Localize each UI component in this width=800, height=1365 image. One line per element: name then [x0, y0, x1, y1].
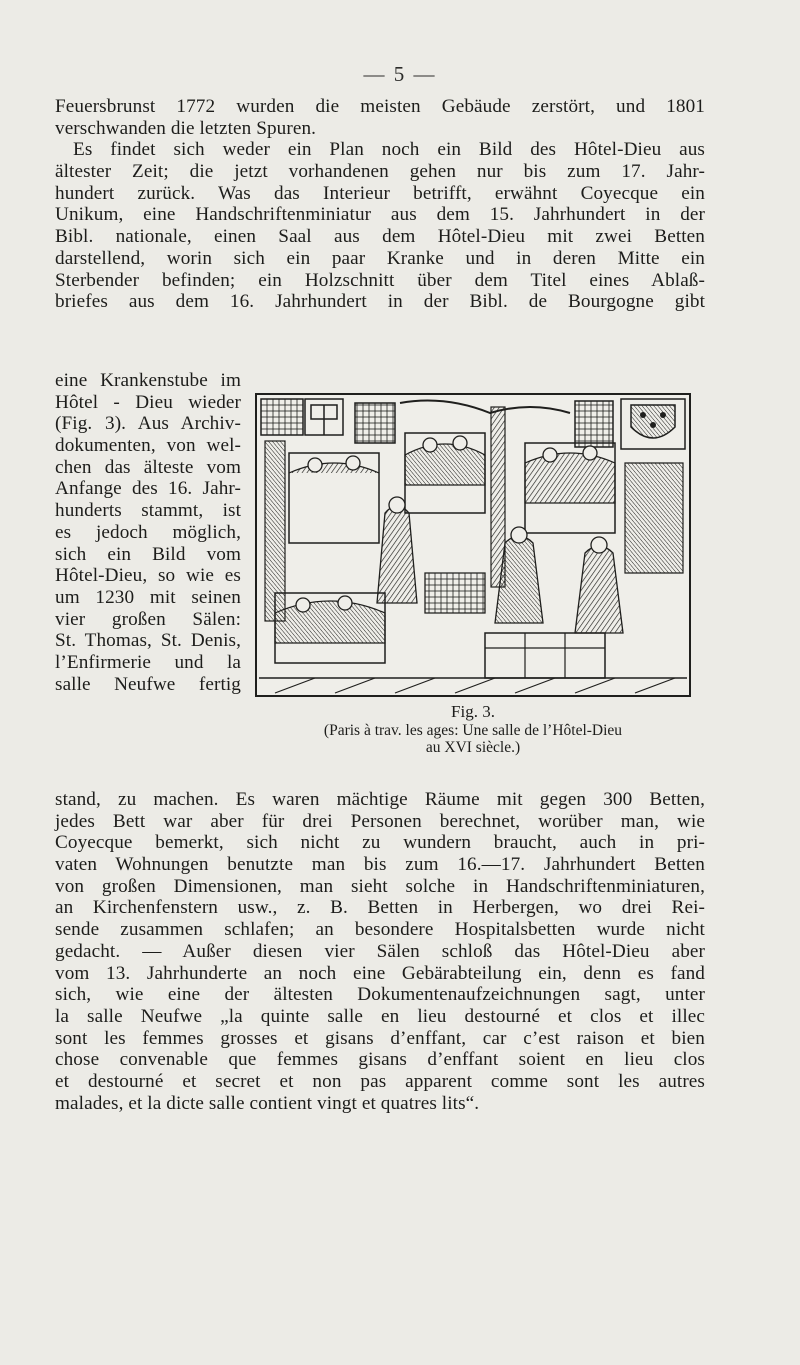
text-line: stand, zu machen. Es waren mächtige Räume mit gegen 300 Betten, [55, 789, 705, 810]
text-line: sich ein Bild vom [55, 543, 241, 565]
text-line: verschwanden die letzten Spuren. [55, 117, 317, 139]
text-line: St. Thomas, St. Denis, [55, 630, 241, 652]
text-line: an Kirchenfenstern usw., z. B. Betten in Herbergen, wo drei Rei- [55, 897, 705, 919]
text-line: Unikum, eine Handschriftenminiatur aus dem 15. Jahrhundert in der [55, 204, 705, 226]
text-line: salle Neufwe fertig [55, 673, 241, 695]
lower-paragraph [55, 789, 705, 1114]
text-line: gedacht. — Außer diesen vier Sälen schloß das Hôtel-Dieu aber [55, 940, 705, 962]
text-line: l’Enfirmerie und la [55, 651, 241, 673]
text-line: hundert zurück. Was das Interieur betrifft, erwähnt Coyecque ein [55, 182, 705, 204]
text-line: es jedoch möglich, [55, 521, 241, 543]
text-line: chen das älteste vom [55, 456, 241, 478]
top-paragraphs [55, 96, 705, 313]
text-line: malades, et la dicte salle contient vingt et quatres lits“. [55, 1092, 480, 1114]
text-line: ältester Zeit; die jetzt vorhandenen gehen nur bis zum 17. Jahr- [55, 161, 705, 183]
text-line: Sterbender befinden; ein Holzschnitt über dem Titel eines Ablaß- [55, 269, 705, 291]
figure-caption [255, 722, 691, 756]
text-line: Anfange des 16. Jahr- [55, 478, 241, 500]
text-line: jedes Bett war aber für drei Personen berechnet, worüber man, wie [55, 810, 705, 832]
woodcut-illustration [255, 393, 691, 697]
text-line: Hôtel-Dieu, so wie es [55, 565, 241, 587]
text-line: hunderts stammt, ist [55, 500, 241, 522]
text-line: et destourné et secret et non pas apparent comme sont les autres [55, 1070, 705, 1092]
text-line: von großen Dimensionen, man sieht solche in Handschriftenminiaturen, [55, 875, 705, 897]
text-line: la salle Neufwe „la quinte salle en lieu destourné et clos et illec [55, 1005, 705, 1027]
text-line: eine Krankenstube im [55, 370, 241, 391]
figure-caption-line: (Paris à trav. les ages: Une salle de l’Hôtel-Dieu [323, 722, 623, 739]
text-line: briefes aus dem 16. Jahrhundert in der Bibl. de Bourgogne gibt [55, 291, 705, 313]
text-line: sich, wie eine der ältesten Dokumentenaufzeichnungen sagt, unter [55, 984, 705, 1006]
text-line: Coyecque bemerkt, sich nicht zu wundern braucht, auch in pri- [55, 832, 705, 854]
page-number: — 5 — [363, 62, 437, 86]
figure-label: Fig. 3. [451, 702, 495, 721]
text-line: (Fig. 3). Aus Archiv- [55, 413, 241, 435]
narrow-column-text [55, 370, 241, 695]
text-line: vaten Wohnungen benutzte man bis zum 16.—17. Jahrhundert Betten [55, 854, 705, 876]
text-line: chose convenable que femmes gisans d’enffant soient en lieu clos [55, 1049, 705, 1071]
figure-caption-line: au XVI siècle.) [425, 739, 521, 756]
text-line: Hôtel - Dieu wieder [55, 391, 241, 413]
text-line: sende zusammen schlafen; an besondere Hospitalsbetten wurde nicht [55, 919, 705, 941]
text-line: Bibl. nationale, einen Saal aus dem Hôtel-Dieu mit zwei Betten [55, 226, 705, 248]
text-line: dokumenten, von wel- [55, 435, 241, 457]
text-line: Es findet sich weder ein Plan noch ein Bild des Hôtel-Dieu aus [73, 139, 705, 161]
text-line: darstellend, worin sich ein paar Kranke und in deren Mitte ein [55, 247, 705, 269]
text-line: Feuersbrunst 1772 wurden die meisten Gebäude zerstört, und 1801 [55, 96, 705, 117]
text-line: sont les femmes grosses et gisans d’enffant, car c’est raison et bien [55, 1027, 705, 1049]
text-line: um 1230 mit seinen [55, 586, 241, 608]
text-line: vier großen Sälen: [55, 608, 241, 630]
text-line: vom 13. Jahrhunderte an noch eine Gebärabteilung ein, denn es fand [55, 962, 705, 984]
